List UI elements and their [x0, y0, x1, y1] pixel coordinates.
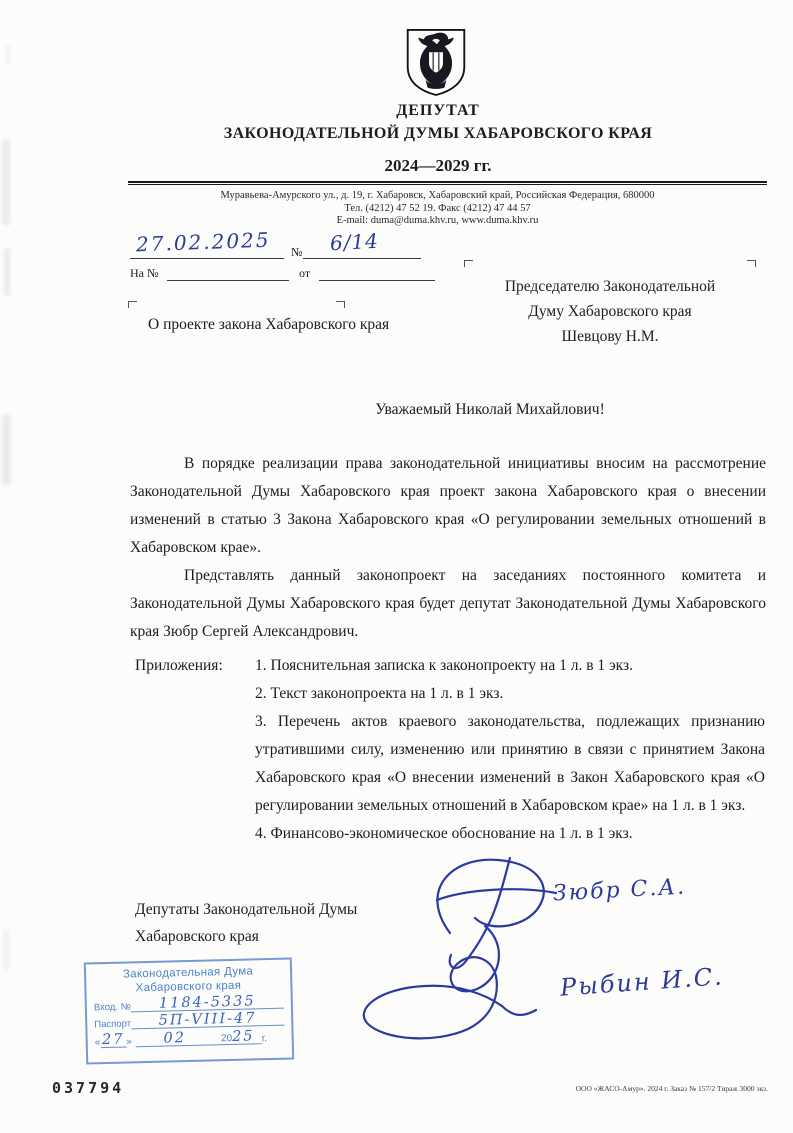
signature-strokes — [350, 848, 770, 1053]
addressee-line: Думу Хабаровского края — [528, 303, 692, 320]
reply-from-label: от — [299, 266, 311, 280]
corner-mark-icon — [464, 260, 473, 267]
stamp-year-value: 25 — [231, 1028, 255, 1045]
number-label: № — [291, 245, 303, 259]
address-line: Муравьева-Амурского ул., д. 19, г. Хабаровск, Хабаровский край, Российская Федерация, 680000 — [220, 190, 655, 201]
letterhead-address — [110, 190, 765, 228]
attachment-item: 2. Текст законопроекта на 1 л. в 1 экз. — [255, 685, 504, 702]
stamp-month-value: 02 — [136, 1031, 214, 1047]
stamp-incoming-label: Вход. № — [93, 1001, 131, 1014]
header-divider — [128, 181, 767, 185]
stamp-org-line: Хабаровского края — [135, 979, 242, 994]
handwritten-date: 27.02.2025 — [135, 227, 271, 257]
stamp-day-bracket: « — [94, 1037, 101, 1049]
handwritten-number: 6/14 — [329, 228, 380, 256]
letterhead-subtitle: ЗАКОНОДАТЕЛЬНОЙ ДУМЫ ХАБАРОВСКОГО КРАЯ — [223, 125, 653, 142]
handwritten-name-zyubr: Зюбр С.А. — [552, 874, 687, 907]
attachment-item: 3. Перечень актов краевого законодательства, подлежащих признанию утратившими силу, изменению или принятию в связи с принятием Закона Хабаровского края «О внесении изменений в Закон Хабаровского края «О регулировании земельных отношений в Хабаровском крае» на 1 л. в 1 экз. — [255, 713, 765, 814]
handwritten-name-rybin: Рыбин И.С. — [559, 962, 725, 1002]
stamp-incoming-value: 1184-5335 — [131, 995, 284, 1013]
stamp-passport-label: Паспорт — [94, 1018, 132, 1031]
scan-smudge — [2, 415, 11, 485]
reply-from-underline — [319, 280, 435, 281]
body-paragraph: Представлять данный законопроект на заседаниях постоянного комитета и Законодательной Думы Хабаровского края будет депутат Законодательной Думы Хабаровского края Зюбр Сергей Александрович. — [130, 567, 766, 640]
letterhead-term: 2024—2029 гг. — [384, 156, 492, 175]
address-line: E-mail: duma@duma.khv.ru, www.duma.khv.ru — [336, 215, 539, 226]
address-line: Тел. (4212) 47 52 19. Факс (4212) 47 44 57 — [344, 202, 531, 214]
coat-of-arms-icon — [403, 27, 469, 97]
stamp-day-value: 27 — [101, 1031, 125, 1049]
attachments-section — [135, 652, 767, 848]
body-paragraph: В порядке реализации права законодательной инициативы вносим на рассмотрение Законодательной Думы Хабаровского края проект закона Хабаровского края о внесении изменений в статью 3 Закона Хабаровского края «О регулировании земельных отношений в Хабаровском крае». — [130, 455, 766, 556]
scan-smudge — [2, 140, 10, 225]
scan-smudge — [6, 45, 10, 63]
number-underline — [303, 258, 421, 259]
stamp-passport-value: 5П-VIII-47 — [131, 1012, 285, 1030]
letter-body — [130, 450, 766, 646]
corner-mark-icon — [747, 260, 756, 267]
salutation: Уважаемый Николай Михайлович! — [375, 401, 605, 418]
stamp-year-line — [214, 1030, 262, 1045]
scan-smudge — [3, 930, 9, 970]
addressee-line: Председателю Законодательной — [504, 278, 716, 295]
addressee-block — [450, 274, 770, 349]
corner-mark-icon — [128, 301, 137, 308]
date-underline — [130, 258, 284, 259]
attachment-item: 4. Финансово-экономическое обоснование на 1 л. в 1 экз. — [255, 825, 633, 842]
stamp-org-line: Законодательная Дума — [122, 965, 254, 981]
signer-title: Депутаты Законодательной Думы Хабаровского края — [135, 901, 358, 945]
print-house-info: ООО «ЖАСО-Амур». 2024 г. Заказ № 157/2 Тираж 3000 экз. — [575, 1084, 768, 1093]
stamp-day-bracket: » — [126, 1036, 132, 1048]
attachments-label: Приложения: — [135, 657, 223, 674]
scan-smudge — [4, 248, 10, 296]
reply-to-label: На № — [130, 266, 159, 280]
stamp-year-suffix: г. — [261, 1033, 268, 1045]
subject-line: О проекте закона Хабаровского края — [148, 316, 390, 333]
form-number: 037794 — [52, 1079, 125, 1097]
stamp-year-prefix: 20 — [220, 1032, 233, 1045]
letterhead — [118, 102, 758, 176]
reply-to-underline — [167, 280, 289, 281]
addressee-line: Шевцову Н.М. — [561, 328, 659, 345]
corner-mark-icon — [336, 301, 345, 308]
letterhead-title: ДЕПУТАТ — [396, 102, 480, 119]
incoming-registration-stamp — [84, 957, 294, 1064]
attachment-item: 1. Пояснительная записка к законопроекту на 1 л. в 1 экз. — [255, 657, 633, 674]
